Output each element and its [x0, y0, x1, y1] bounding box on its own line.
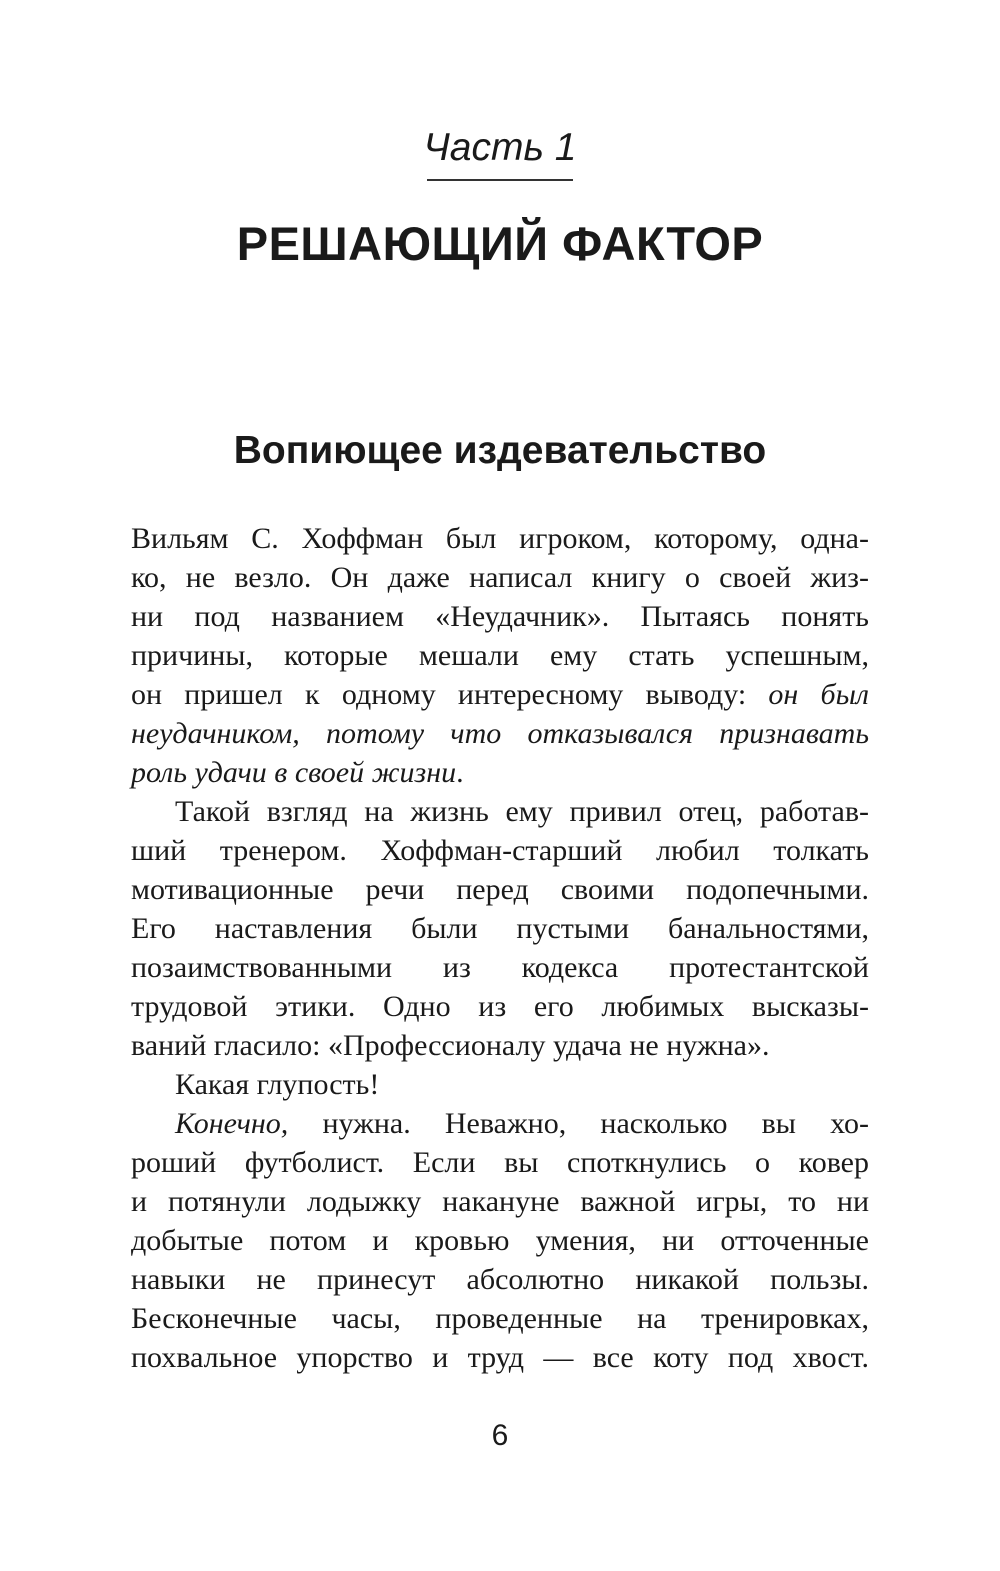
text-line: позаимствованными из кодекса протестантской — [131, 951, 869, 984]
text-line: ко, не везло. Он даже написал книгу о своей жиз- — [131, 561, 869, 594]
text-line: навыки не принесут абсолютно никакой пользы. — [131, 1263, 869, 1296]
paragraph — [131, 1065, 869, 1104]
text-line — [131, 753, 869, 792]
body-text — [131, 519, 869, 1377]
text-line: Такой взгляд на жизнь ему привил отец, работав- — [175, 795, 869, 828]
text-line: ни под названием «Неудачник». Пытаясь понять — [131, 600, 869, 633]
text-line: неудачником, потому что отказывался признавать — [131, 717, 869, 750]
text-line: Бесконечные часы, проведенные на тренировках, — [131, 1302, 869, 1335]
text-line — [131, 675, 869, 714]
text-line: Какая глупость! — [175, 1068, 380, 1101]
text-line: причины, которые мешали ему стать успешным, — [131, 639, 869, 672]
italic-segment: роль удачи в своей жизни — [131, 756, 457, 789]
text-line: ший тренером. Хоффман-старший любил толкать — [131, 834, 869, 867]
paragraph — [131, 792, 869, 1065]
paragraph — [131, 1104, 869, 1377]
text-segment: он пришел к одному интересному выводу: — [131, 678, 769, 711]
section-heading: Вопиющее издевательство — [233, 429, 767, 472]
text-line: добытые потом и кровью умения, ни отточенные — [131, 1224, 869, 1257]
part-title: РЕШАЮЩИЙ ФАКТОР — [236, 217, 764, 270]
text-segment: нужна. Неважно, насколько вы хо- — [288, 1107, 869, 1140]
text-line: ваний гласило: «Профессионалу удача не нужна». — [131, 1029, 770, 1062]
text-line: и потянули лодыжку накануне важной игры, то ни — [131, 1185, 869, 1218]
page-number: 6 — [491, 1419, 509, 1452]
text-line: мотивационные речи перед своими подопечными. — [131, 873, 869, 906]
text-line: Его наставления были пустыми банальностями, — [131, 912, 869, 945]
text-line: трудовой этики. Одно из его любимых высказы- — [131, 990, 869, 1023]
part-label: Часть 1 — [423, 126, 577, 169]
paragraph — [131, 519, 869, 792]
text-line: похвальное упорство и труд — все коту под хвост. — [131, 1341, 869, 1374]
part-label-underline — [427, 179, 573, 181]
italic-segment: он был — [768, 678, 869, 711]
text-line: Вильям С. Хоффман был игроком, которому, одна- — [131, 522, 869, 555]
italic-segment: Конечно, — [175, 1107, 289, 1140]
text-line — [131, 1104, 869, 1143]
text-line: роший футболист. Если вы споткнулись о ковер — [131, 1146, 869, 1179]
text-segment: . — [456, 756, 464, 789]
